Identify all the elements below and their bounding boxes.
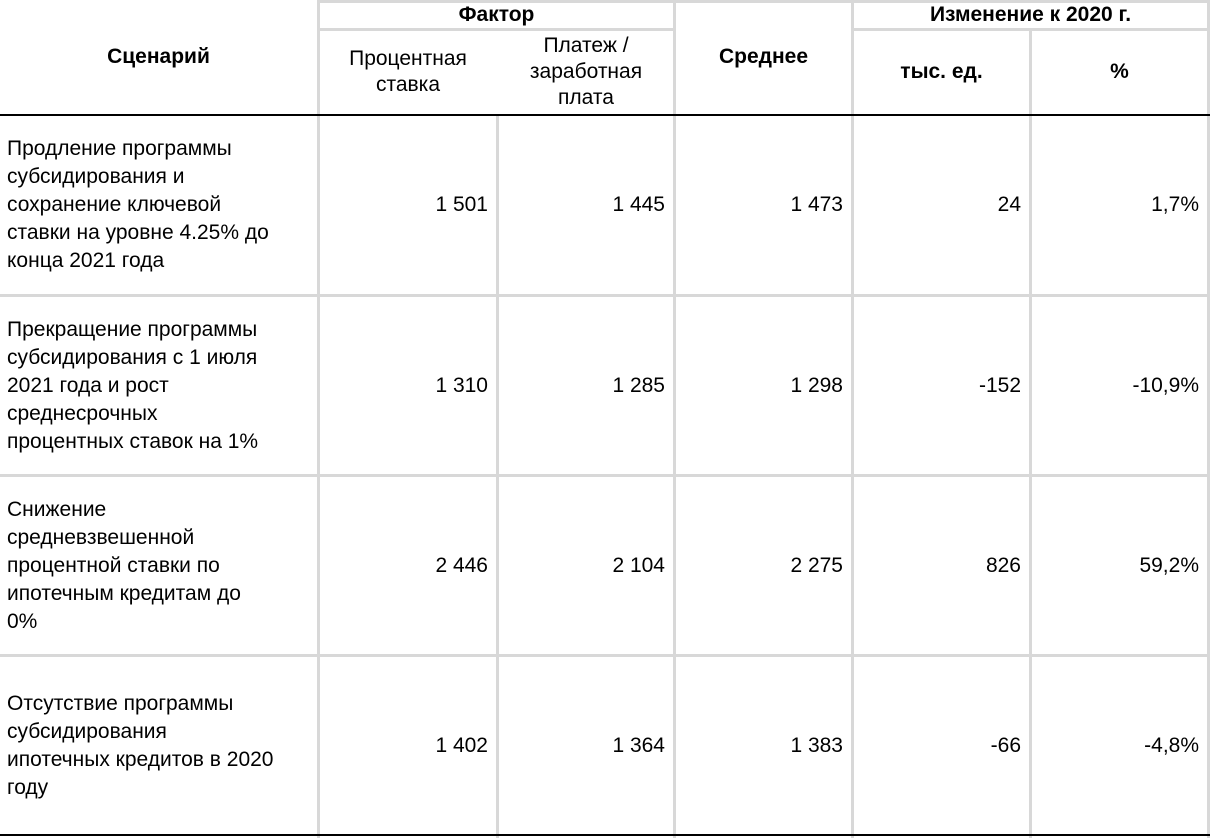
row-rate: 2 446 — [435, 553, 488, 577]
row-average: 1 473 — [790, 193, 843, 216]
header-scenario: Сценарий — [107, 45, 210, 68]
row-change-abs: 24 — [997, 193, 1021, 216]
header-change: Изменение к 2020 г. — [929, 3, 1132, 26]
row-scenario: Прекращение программы субсидирования с 1 июля 2021 года и рост среднесрочных процентных ставок на 1% — [7, 317, 259, 453]
row-scenario: Снижение средневзвешенной процентной ставки по ипотечным кредитам до 0% — [7, 497, 241, 633]
row-change-pct: -4,8% — [1144, 733, 1199, 757]
header-payment: Платеж / заработная плата — [529, 34, 643, 109]
row-average: 1 298 — [790, 373, 843, 397]
row-payment: 1 285 — [612, 373, 665, 397]
row-payment: 2 104 — [612, 553, 665, 577]
row-average: 1 383 — [790, 733, 843, 757]
table-bottom-border — [0, 834, 1210, 836]
header-rate: Процентная ставка — [349, 47, 467, 96]
header-factor: Фактор — [458, 3, 535, 26]
row-change-abs: 826 — [985, 553, 1021, 577]
row-change-pct: 59,2% — [1139, 553, 1199, 577]
row-rate: 1 310 — [435, 373, 488, 397]
header-thousand-units: тыс. ед. — [900, 60, 983, 83]
row-rate: 1 501 — [435, 193, 488, 216]
row-scenario: Продление программы субсидирования и сохранение ключевой ставки на уровне 4.25% до конца 2021 года — [7, 137, 269, 272]
row-change-pct: 1,7% — [1151, 193, 1199, 216]
row-change-abs: -66 — [990, 733, 1021, 757]
header-percent: % — [1110, 60, 1129, 83]
header-average: Среднее — [718, 45, 809, 68]
row-rate: 1 402 — [435, 733, 488, 757]
row-change-pct: -10,9% — [1132, 373, 1199, 397]
row-scenario: Отсутствие программы субсидирования ипотечных кредитов в 2020 году — [7, 691, 274, 799]
row-change-abs: -152 — [978, 373, 1021, 397]
row-average: 2 275 — [790, 553, 843, 577]
row-payment: 1 364 — [612, 733, 665, 757]
row-payment: 1 445 — [612, 193, 665, 216]
